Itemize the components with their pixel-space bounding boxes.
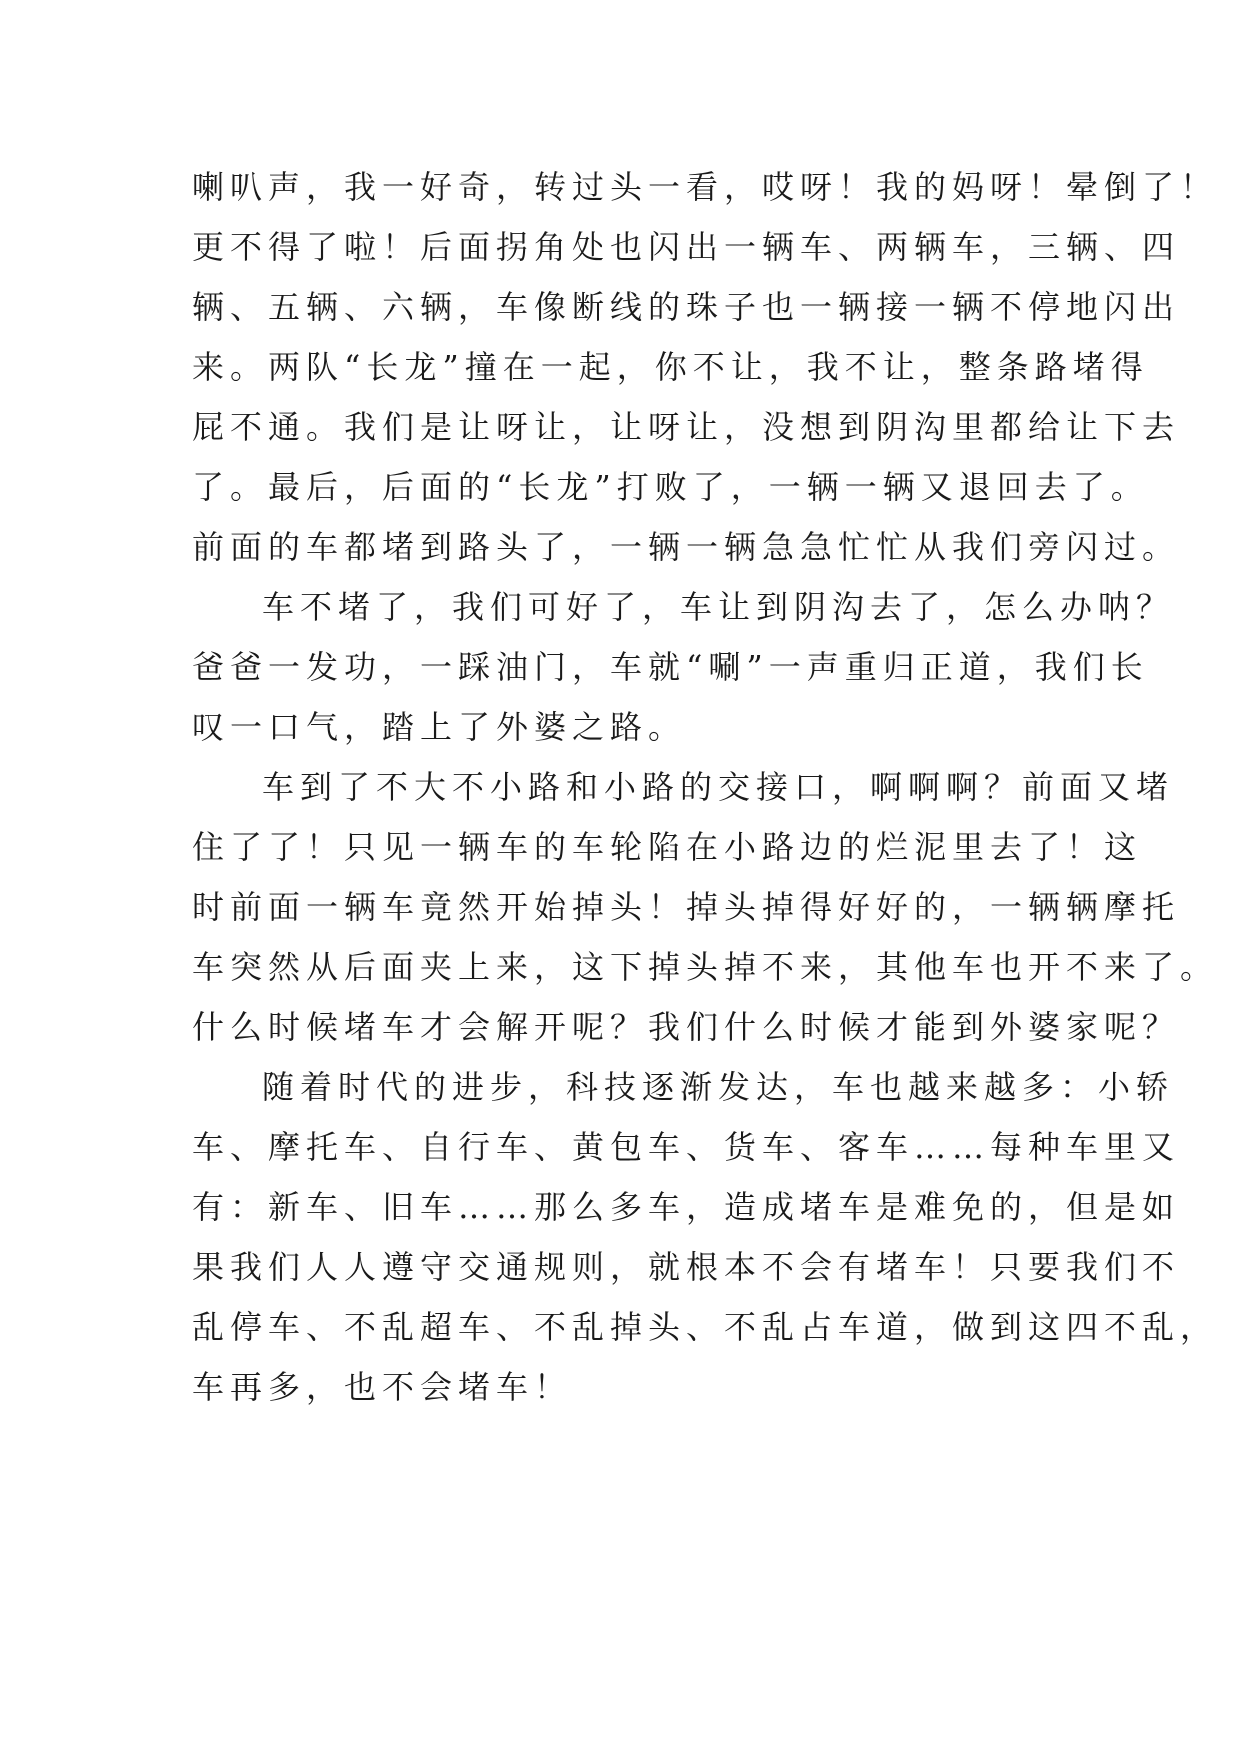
text-line: 什么时候堵车才会解开呢？我们什么时候才能到外婆家呢？: [192, 1008, 1181, 1046]
text-line: 爸爸一发功，一踩油门，车就“唰”一声重归正道，我们长: [192, 648, 1149, 686]
text-line: 时前面一辆车竟然开始掉头！掉头掉得好好的，一辆辆摩托: [192, 888, 1181, 926]
text-line: 车、摩托车、自行车、黄包车、货车、客车……每种车里又: [192, 1128, 1181, 1166]
text-line: 车再多，也不会堵车！: [192, 1368, 573, 1406]
text-line: 前面的车都堵到路头了，一辆一辆急急忙忙从我们旁闪过。: [192, 528, 1181, 566]
text-line: 辆、五辆、六辆，车像断线的珠子也一辆接一辆不停地闪出: [192, 288, 1181, 326]
text-line: 喇叭声，我一好奇，转过头一看，哎呀！我的妈呀！晕倒了！: [192, 168, 1219, 206]
text-line: 更不得了啦！后面拐角处也闪出一辆车、两辆车，三辆、四: [192, 228, 1181, 266]
text-line: 有：新车、旧车……那么多车，造成堵车是难免的，但是如: [192, 1188, 1181, 1226]
text-line: 来。两队“长龙”撞在一起，你不让，我不让，整条路堵得: [192, 348, 1149, 386]
text-line: 车突然从后面夹上来，这下掉头掉不来，其他车也开不来了。: [192, 948, 1219, 986]
paragraph-start-line: 随着时代的进步，科技逐渐发达，车也越来越多：小轿: [262, 1068, 1175, 1106]
paragraph-start-line: 车到了不大不小路和小路的交接口，啊啊啊？前面又堵: [262, 768, 1175, 806]
text-line: 住了了！只见一辆车的车轮陷在小路边的烂泥里去了！这: [192, 828, 1143, 866]
text-line: 了。最后，后面的“长龙”打败了，一辆一辆又退回去了。: [192, 468, 1149, 506]
text-line: 乱停车、不乱超车、不乱掉头、不乱占车道，做到这四不乱，: [192, 1308, 1219, 1346]
text-line: 果我们人人遵守交通规则，就根本不会有堵车！只要我们不: [192, 1248, 1181, 1286]
text-line: 屁不通。我们是让呀让，让呀让，没想到阴沟里都给让下去: [192, 408, 1181, 446]
essay-body: [192, 157, 1219, 1417]
paragraph-start-line: 车不堵了，我们可好了，车让到阴沟去了，怎么办呐？: [262, 588, 1175, 626]
text-line: 叹一口气，踏上了外婆之路。: [192, 708, 687, 746]
